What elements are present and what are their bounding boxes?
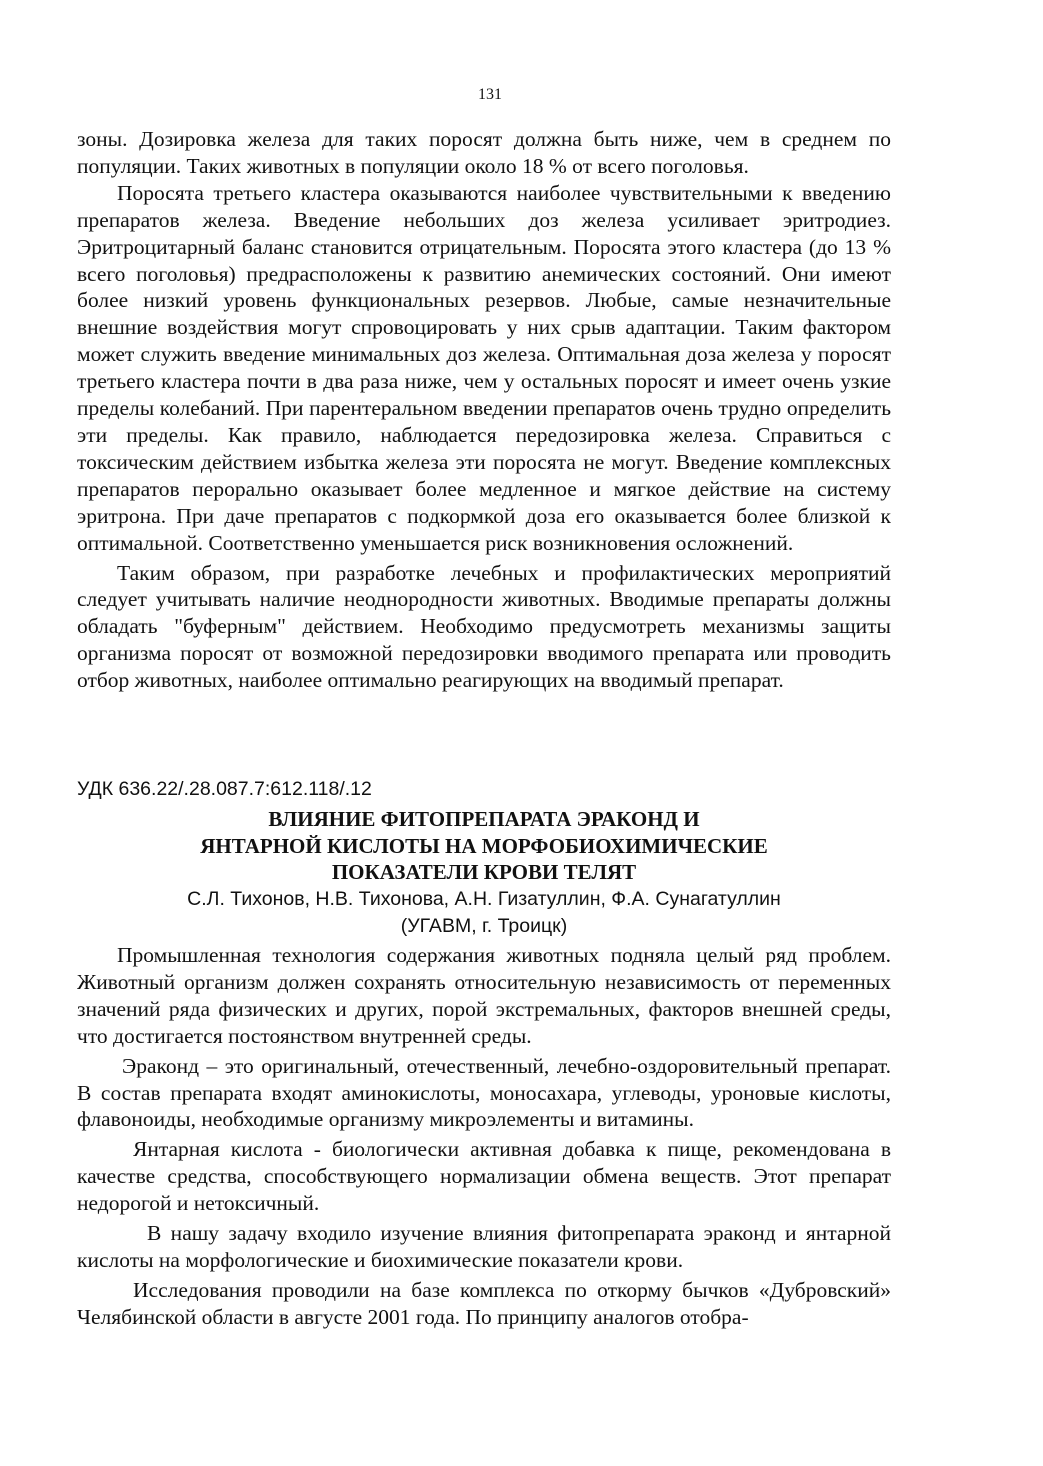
- paragraph: В нашу задачу входило изучение влияния фитопрепарата эраконд и янтарной кислоты на морфологические и биохимические показатели крови.: [77, 1221, 891, 1272]
- title-line: ЯНТАРНОЙ КИСЛОТЫ НА МОРФОБИОХИМИЧЕСКИЕ: [200, 833, 768, 858]
- title-line: ПОКАЗАТЕЛИ КРОВИ ТЕЛЯТ: [331, 860, 637, 884]
- paragraph: Исследования проводили на базе комплекса по откорму бычков «Дубровский» Челябинской области в августе 2001 года. По принципу аналогов отобра-: [77, 1277, 891, 1329]
- paragraph: Таким образом, при разработке лечебных и профилактических мероприятий следует учитывать наличие неоднородности животных. Вводимые препараты должны обладать "буферным" действием. Необходимо предусмотреть механизмы защиты организма поросят от возможной передозировки вводимого препарата или проводить отбор животных, наиболее оптимально реагирующих на вводимый препарат.: [77, 560, 891, 693]
- paragraph: Эраконд – это оригинальный, отечественный, лечебно-оздоровительный препарат. В состав препарата входят аминокислоты, моносахара, углеводы, уроновые кислоты, флавоноиды, необходимые организму микроэлементы и витамины.: [77, 1053, 891, 1132]
- udc-code: УДК 636.22/.28.087.7:612.118/.12: [77, 778, 372, 800]
- paragraph: Поросята третьего кластера оказываются наиболее чувствительными к введению препаратов железа. Введение небольших доз железа усиливает эритродиез. Эритроцитарный баланс становится отрицательным. Поросята этого кластера (до 13 % всего поголовья) предрасположены к развитию анемических состояний. Они имеют более низкий уровень функциональных резервов. Любые, самые незначительные внешние воздействия могут спровоцировать у них срыв адаптации. Таким фактором может служить введение минимальных доз железа. Оптимальная доза железа у поросят третьего кластера почти в два раза ниже, чем у остальных поросят и имеет очень узкие пределы колебаний. При парентеральном введении препаратов очень трудно определить эти пределы. Как правило, наблюдается передозировка железа. Справиться с токсическим действием избытка железа эти поросята не могут. Введение комплексных препаратов перорально оказывает более медленное и мягкое действие на систему эритрона. При даче препаратов с подкормкой доза его оказывается более близкой к оптимальной. Соответственно уменьшается риск возникновения осложнений.: [77, 180, 891, 555]
- authors: С.Л. Тихонов, Н.В. Тихонова, А.Н. Гизатуллин, Ф.А. Сунагатуллин: [187, 888, 781, 910]
- affiliation: (УГАВМ, г. Троицк): [400, 915, 568, 937]
- paragraph: Янтарная кислота - биологически активная добавка к пище, рекомендована в качестве средства, способствующего нормализации обмена веществ. Этот препарат недорогой и нетоксичный.: [77, 1137, 891, 1216]
- section-continuation: [77, 126, 891, 694]
- paragraph: зоны. Дозировка железа для таких поросят должна быть ниже, чем в среднем по популяции. Таких животных в популяции около 18 % от всего поголовья.: [77, 127, 891, 178]
- article-title: [77, 806, 891, 886]
- paragraph: Промышленная технология содержания животных подняла целый ряд проблем. Животный организм должен сохранять относительную независимость от переменных значений ряда физических и других, порой экстремальных, факторов внешней среды, что достигается постоянством внутренней среды.: [77, 943, 891, 1048]
- author-block: [77, 886, 891, 940]
- article-body: [77, 942, 891, 1331]
- page-number: 131: [478, 86, 502, 103]
- title-line: ВЛИЯНИЕ ФИТОПРЕПАРАТА ЭРАКОНД И: [268, 807, 700, 831]
